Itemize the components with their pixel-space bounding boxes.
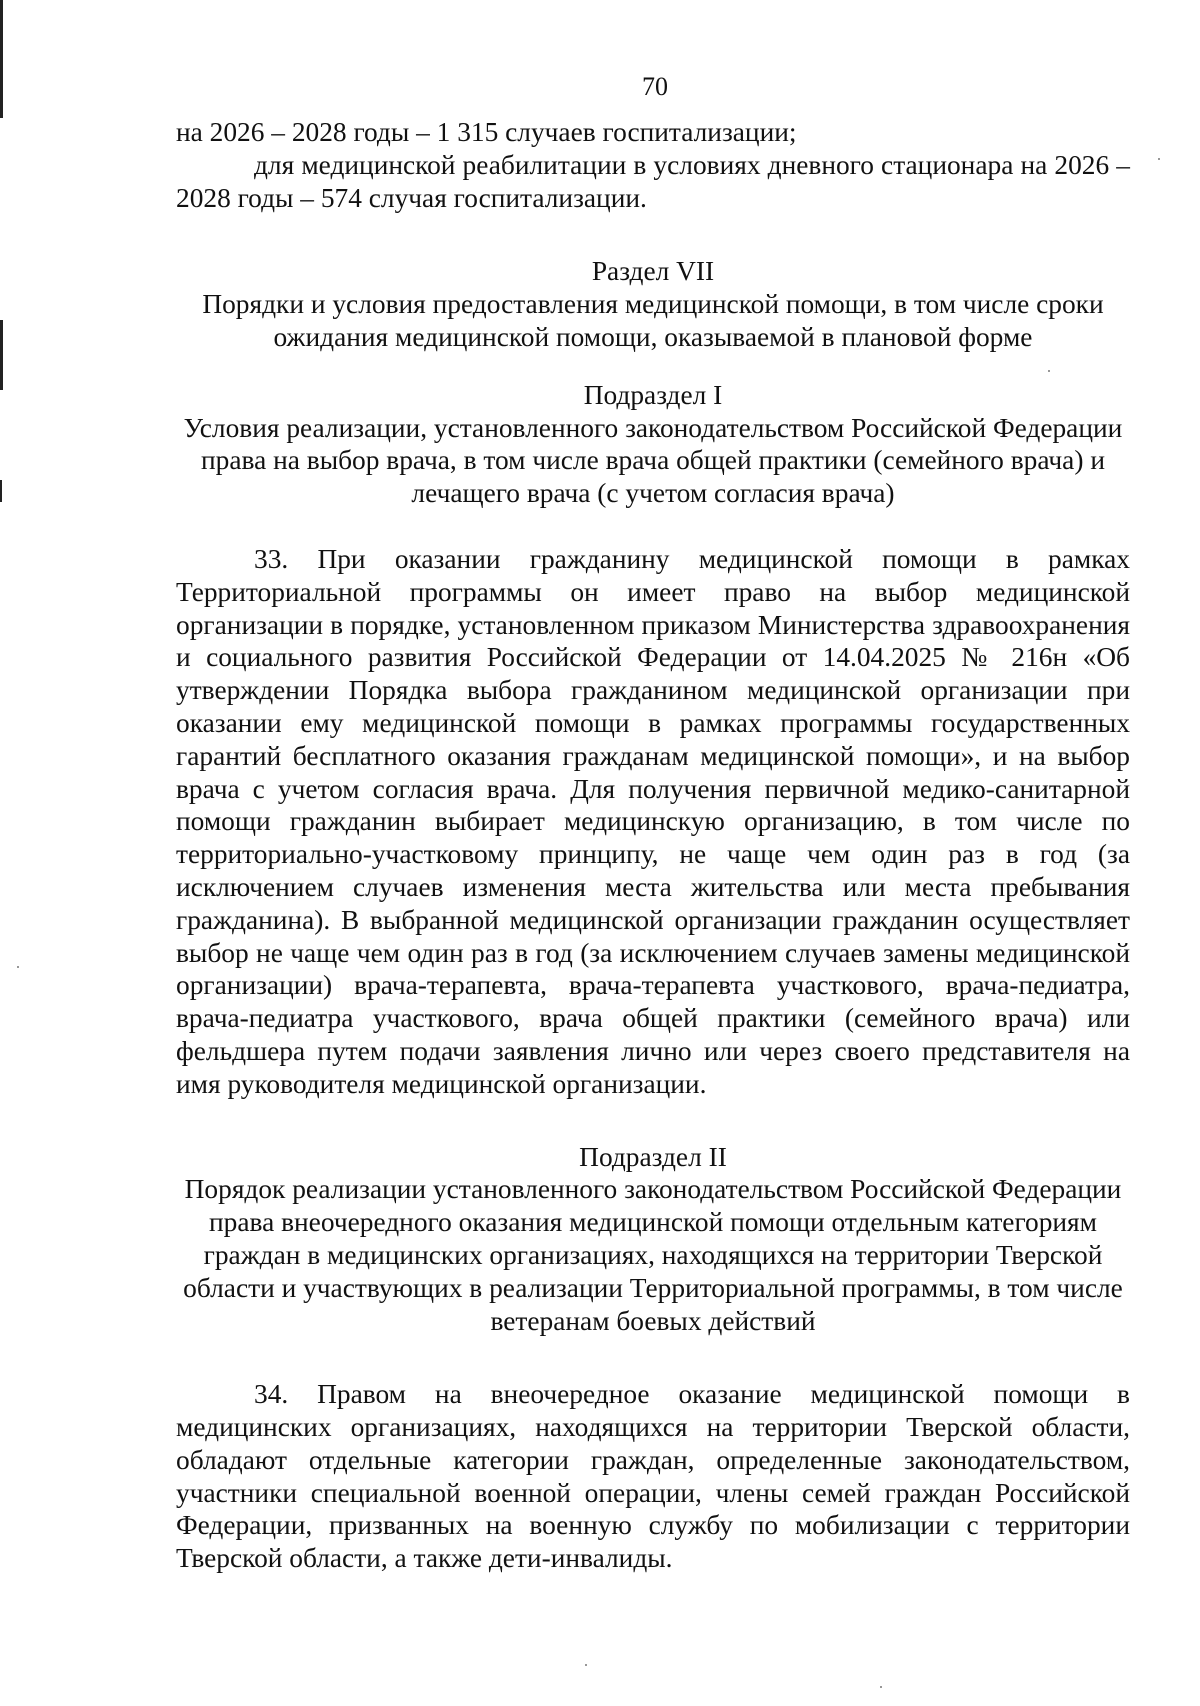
scan-margin-mark — [0, 480, 2, 502]
subsection-1-heading — [176, 379, 1130, 510]
page-number: 70 — [642, 72, 668, 101]
scan-speck — [17, 966, 19, 968]
scan-margin-mark — [0, 320, 3, 390]
subsection-1-label: Подраздел I — [583, 379, 723, 410]
subsection-2-title: Порядок реализации установленного законодательством Российской Федерации права внеочередного оказания медицинской помощи отдельным категориям граждан в медицинских организациях, находящихся на территории Тверской области и участвующих в реализации Территориальной программы, в том числе ветеранам боевых действий — [183, 1174, 1123, 1336]
subsection-2-heading — [176, 1141, 1130, 1338]
scan-speck — [1158, 158, 1160, 160]
intro-line-hospitalization: на 2026 – 2028 годы – 1 315 случаев госпитализации; — [176, 117, 797, 147]
section-title: Порядки и условия предоставления медицинской помощи, в том числе сроки ожидания медицинской помощи, оказываемой в плановой форме — [202, 289, 1104, 352]
scan-speck — [880, 1686, 882, 1688]
document-body — [176, 116, 1130, 1602]
subsection-1-title: Условия реализации, установленного законодательством Российской Федерации права на выбор врача, в том числе врача общей практики (семейного врача) и лечащего врача (с учетом согласия врача) — [183, 412, 1123, 509]
paragraph-34: 34. Правом на внеочередное оказание медицинской помощи в медицинских организациях, находящихся на территории Тверской области, обладают отдельные категории граждан, определенные законодательством, участники специальной военной операции, члены семей граждан Российской Федерации, призванных на военную службу по мобилизации с территории Тверской области, а также дети-инвалиды. — [176, 1379, 1130, 1574]
section-heading — [176, 255, 1130, 353]
paragraph-33: 33. При оказании гражданину медицинской помощи в рамках Территориальной программы он имеет право на выбор медицинской организации в порядке, установленном приказом Министерства здравоохранения и социального развития Российской Федерации от 14.04.2025 № 216н «Об утверждении Порядка выбора гражданином медицинской организации при оказании ему медицинской помощи в рамках программы государственных гарантий бесплатного оказания гражданам медицинской помощи», и на выбор врача с учетом согласия врача. Для получения первичной медико-санитарной помощи гражданин выбирает медицинскую организацию, в том числе по территориально-участковому принципу, не чаще чем один раз в год (за исключением случаев изменения места жительства или места пребывания гражданина). В выбранной медицинской организации гражданин осуществляет выбор не чаще чем один раз в год (за исключением случаев замены медицинской организации) врача-терапевта, врача-терапевта участкового, врача-педиатра, врача-педиатра участкового, врача общей практики (семейного врача) или фельдшера путем подачи заявления лично или через своего представителя на имя руководителя медицинской организации. — [176, 543, 1130, 1099]
scan-speck — [585, 1664, 587, 1666]
intro-line-rehabilitation: для медицинской реабилитации в условиях дневного стационара на 2026 – 2028 годы – 574 случая госпитализации. — [176, 149, 1130, 213]
subsection-2-label: Подраздел II — [579, 1141, 727, 1172]
section-label: Раздел VII — [591, 256, 715, 287]
